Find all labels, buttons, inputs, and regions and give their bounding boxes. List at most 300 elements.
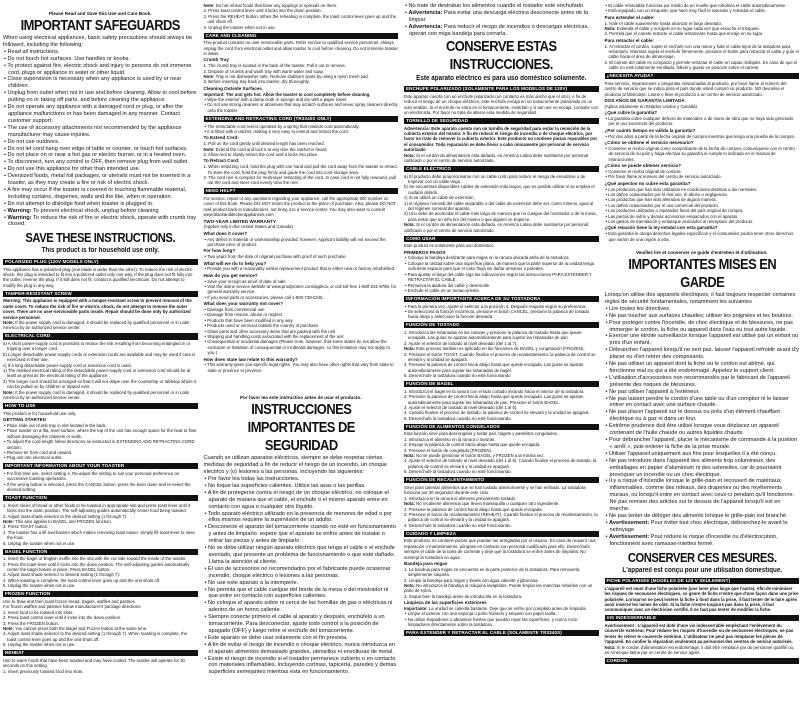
list-item: • If you need parts or accessories, please call 1-800-738-0245. [204,295,399,300]
numbered-item: 1. Insert food to be toasted into slots. [3,609,74,615]
section-heading-bar: ¿NECESITA AYUDA? [605,73,800,79]
section-heading-bar: COMO USAR [404,236,599,242]
list-item: • Do not use this appliance for other than intended use. [3,166,198,173]
list-item: • Se selecciona la función incorrecta, presione el botón CANCEL, presione la palanca de tostado hacia abajo y seleccione la función deseada. [404,309,599,320]
paragraph: When using electrical appliances, basic safety precautions should always be followed, including the following: [3,35,193,48]
numbered-item: 1. Introduzca el alimento en la ranura o ranuras. [404,436,496,442]
paragraph: (Aplica solamente en Estados Unidos y Canadá) [604,103,697,109]
text: If the power supply cord is damaged, it should be replaced by qualified personnel or in Latin America by an authorized service center. [3,389,190,401]
numbered-item: 5. Desenchufe la tostadora cuando no esté funcionando. [404,415,512,421]
subheading: ¿Qué cubre la garantía? [604,110,658,116]
paragraph [404,153,599,164]
text: You cannot press both the Bagel and Frozen button at the same time. [13,625,148,631]
section-title: CONSERVE ESTAS INSTRUCCIONES. [445,37,557,73]
subheading: For how long? [203,248,236,254]
numbered-item: 1. Insert the bagel or English muffin into the slot with the cut side toward the inside of the toaster. [3,556,187,562]
section-heading-bar: TOAST FUNCTION [3,495,198,501]
bold-paragraph: L'appareil est muni d'une fiche polarisée (une lame plus large que l'autre). Afin de minimiser les risques de secousses électriques, ce genre de fiche n'entre que d'une façon dans une prise polarisée. Lorsqu'on ne peut insérer la fiche à fond dans la prise, il faut tenter de le faire après avoir inversé les lames de côté. Si la fiche n'entre toujours pas dans la prise, il faut communiquer avec un électricien certifié. Il ne faut pas tenter de modifier la fiche. [604,585,799,613]
text: Si el cordón de alimentación esta dañado, en América Latina debe sustituirse por personal calificado o por el centro de servicio autorizado. [404,222,589,233]
bold-prefix: Avertissement: [609,533,650,540]
paragraph: This appliance has a polarized plug (one blade is wider than the other). To reduce the risk of electric shock, this plug is intended to fit into a polarized outlet only one way. If the plug does not fit fully into the outlet, reverse the plug. If it still does not fit, contact a qualified electrician. Do not attempt to modify the plug in any way. [3,266,193,288]
numbered-item: 1) el régimen nominal del cable separable o del cable de extensión debe ser, como mínimo, igual al del régimen nominal del aparato. [404,200,594,212]
numbered-item: 3. Press the FROZEN button. [3,620,60,626]
subheading: ¿Por cuánto tiempo es válida la garantía? [604,127,696,133]
numbered-item: 2. Adjust toast shade selector to the desired setting (1 through 7). [3,513,128,519]
bold-prefix: Nota: [404,152,415,158]
text: No se puede presionar el botón BAGEL y FROZEN a la misma vez. [414,453,545,459]
section-heading-bar: PARA EXTENDER Y RETRACTAR EL CABLE (SOLAMENTE TR3340S) [404,630,599,636]
list-item: • Il y a risque d'incendie lorsque le grille-pain et recouvert de matériaux inflammables, comme des rideaux, des draperies ou des revêtements muraux, ou lorsqu'il entre en contact avec ceux-ci pendant qu'il fonctionne. Ne pas remiser des articles sur le dessus de l'appareil lorsqu'il est en marche. [605,478,800,513]
list-item: • Any defect in material or workmanship provided; however, Applica's liability will not exceed the purchase price of product. [204,237,399,248]
numbered-item: 5. Unplug the toaster when not in use. [3,540,76,546]
column-3 [401,0,602,708]
list-item: • Los daños ocasionados por el uso comercial del producto. [605,203,800,208]
list-item: • Damage from misuse, abuse or neglect [204,312,399,317]
list-item [404,24,599,38]
paragraph: Para servicio, reparaciones o preguntas relacionadas al producto, por favor llame al número del centro de servicio que se indica para el país donde usted compró su producto. NO devuélva el producto al fabricante. Llame o lleve el producto a un centro de servicio autorizado. [604,80,787,97]
numbered-item: 4. Unplug the toaster when not in use. [203,24,276,30]
text: Extienda el cable y encájelo en su lugar cada vez que escuche el trinquete. [615,26,761,32]
numbered-item: 2. Allow reel to slowly retract the cord until it locks into place. [203,151,319,157]
bold-prefix: Note: [3,320,14,326]
section-heading-bar: ELECTRICAL CORD [3,333,198,339]
subheading: To Extend Cord: [203,135,239,141]
list-item: • Esta garantía le otorga derechos legales específicos y el consumidor podría tener otros derechos que varían de una región a otra. [605,231,800,242]
list-item: • Place slide out crumb tray in slot located in the back. [3,423,198,428]
text: No introduzca la bandeja la máquina lavaplatos. Puede limpiar las manchas rebeldes con un paño de nylon. [404,583,593,594]
numbered-item: 3. Ajuste el selector de tostado al nivel deseado (del 1 al 6). [404,405,518,411]
list-item: • Place toaster on a flat, level surface, where the top of the unit has enough space for the heat to flow without damaging the cabinets or walls. [3,428,198,439]
numbered-item: 3. Presione el botón de congelado (FROZEN). [404,447,493,453]
paragraph: For frozen waffles and pastries follow manufacturer's package directions. [3,604,142,610]
list-item: • Do not place on or near a hot gas or electric burner, or in a heated oven. [3,152,198,159]
paragraph: This product is for household use only. [3,410,77,416]
numbered-item: 5. Unplug the toaster when not in use. [3,583,76,589]
list-item: • No toque las superficies calientes. Utilice las asas o las perillas. [204,483,399,490]
list-item: • Los productos que han sido utilizados en condiciones distintas a las normales. [605,187,800,192]
list-item: • Damage from commercial use [204,307,399,312]
list-item: • Los gastos de tramitación y embarque asociados al reemplazo del producto. [605,219,800,224]
numbered-item: a) A short power-supply cord is provided to reduce the risk resulting from becoming entangled in or tripping over a longer cord. [3,341,191,352]
paragraph: Esta función sirve para descongelar y tostar pan, bagels y pastelitos congelados. [404,431,559,437]
section-heading-bar: FICHE POLARISÉE (MODÈLES DE 120 V SEULEMENT) [605,578,800,584]
numbered-item: c) Si se utiliza un cable de extensión, [404,195,475,201]
paragraph: (Applies only in the United States and Canada) [203,224,293,230]
section-heading-bar: NEED HELP? [204,188,399,194]
list-item: • Para la primera vez, ajuste el selector a la posición 4. Después reajuste según su preferencia. [404,304,599,309]
list-item: • Siempre conecte primero el cable al aparato y después, enchúfelo a un tomacorriente. Para desconectar, ajuste todo control a la posición de apagado (OFF) y luego retire el enchufe del tomacorriente. [204,614,399,635]
bold-prefix: Warning: [7,214,32,221]
bold-prefix: Note: [203,146,215,152]
list-item: • No use este aparato a la intemperie. [204,580,399,587]
numbered-item: 4. Ajuste el selector de tostado al nivel deseado (del 1 al 6). Cuando finalice el proceso de tostado, la palanca de control se elevará y la unidad se apagará. [404,458,597,469]
list-item: • Los productos que han sido alterados de alguna manera. [605,197,800,202]
list-item: • A fin de evitar el riesgo de incendio o choque eléctrico, nunca introduzca en el aparato alimentos demasiado grandes, utensilios ni envolturas de metal. [204,642,399,656]
paragraph [404,583,599,594]
numbered-item: 4. The toaster has a lift mechanism which makes removing toast easier. Simply lift toast lever to raise the food. [3,529,195,541]
intro-note: Veuillez lire et conserver ce guide d'entretien et d'utilisation. [635,249,768,255]
numbered-item: 1. Insert previously toasted food into slots. [3,668,84,674]
list-item: • For first time use, select setting 4. Re-adjust the setting to suit your personal preference on successive toasting operations. [3,471,198,482]
subheading: Para retractar el cable: [604,37,655,43]
section-title: CONSERVER CES MESURES. [627,549,777,565]
section-heading-bar: IMPORTANT INFORMATION ABOUT YOUR TOASTER [3,463,198,469]
bold-prefix: Nota: [404,583,415,588]
list-item: • Remove tie from cord and unwind. [3,450,198,455]
text: To reduce the risk of fire or electric shock, operate with crumb tray closed. [8,214,197,228]
list-item: • Desconecte el aparato del tomacorriente cuando no esté en funcionamiento y antes de limpiarlo. espere que el aparato se enfríe antes de instalar o retirar las piezas y antes de limpiarlo. [204,524,399,545]
bold-paragraph: Advertencia: Este aparato cuenta con un tornillo de seguridad para evitar la remoción de la cubierta exterior del mismo. A fin de reducir el riesgo de incendio o de choque eléctrico, por favor no trate de remover la cubierta exterior. Este producto no contiene piezas reparables por el consumidor. Toda reparación se debe llevar a cabo únicamente por personal de servicio autorizado [404,125,598,153]
bold-prefix: Importante: [404,606,428,612]
paragraph: This product contains no user serviceable parts. Refer service to qualified service personnel. Always unplug the cord from electrical outlet and allow toaster to cool before cleaning. Do not immerse toaster in water. [203,40,398,57]
numbered-item: b) Se encuentran disponibles cables de extensión más largos, que es posible utilizar si se emplea el cuidado debido. [404,184,595,195]
subheading: How does state law relate to this warranty? [203,356,298,362]
paragraph: For service, repair or any questions regarding your appliance, call the appropriate 800 number on cover of this book. Please DO NOT return the product to the place of purchase. Also, please DO NOT mail product back to manufacturer, nor bring it to a service center. You may also want to consult www.blackanddeckerappliances.com [203,195,397,218]
section-heading-bar: TAMPER-RESISTANT SCREW [3,291,198,297]
text: Pour réduire le risque d'incendie ou d'électrocution, fonctionnent avec ramasse-miettes fermé. [609,533,778,547]
numbered-item: 4. Adjust toast shade selector to the desired setting (1 through 7). When toasting is complete, the toast control lever goes up and the unit shuts off. [3,631,188,642]
list-item: • Conserve el recibo original de compra. [605,169,800,174]
paragraph: Cuando se utilizan aparatos eléctricos, siempre se debe respetar ciertas medidas de seguridad a fin de reducir el riesgo de un incendio, un choque eléctrico y (o) lesiones a las personas, incluyendo las siguientes: [203,455,387,476]
text: This also applies to BAGEL and FROZEN function. [13,519,112,525]
list-item: • El uso de accesorios no recomendados por el fabricante puede ocasionar incendio, choque eléctrico o lesiones a las personas. [204,566,399,580]
list-item: • Por dos años a partir de la fecha original de compra mientras que tenga una prueba de la compra. [605,134,800,139]
numbered-item: 2. Permita que el carrete retracte el cable lentamente hasta que encaje en su lugar. [604,31,764,37]
subheading: ¿Qué aspectos no cubre esta garantía? [604,180,691,186]
list-item: • Do not attempt to dislodge food when toaster is plugged in. [3,201,198,208]
bold-prefix: Nota: [404,453,415,459]
list-item: • Pour protéger contre l'incendie, de choc électrique et de blessures, ne pas immerger le cordon, la fiche ou appareil dans l'eau ou tout autre liquide. [605,320,800,334]
bold-prefix: Advertencia: [408,9,443,16]
section-heading-bar: POLARIZED PLUG (120V MODELS ONLY) [3,259,198,265]
numbered-item: 4. Presione la palanca de control hacia abajo hasta que quede encajada. Las guías se ajustan automáticamente para sujetar las rebanadas de bagel. [404,362,584,373]
text: Pour éviter tout choc électrique, débranchez-le avant le nettoyage [609,519,788,533]
list-item: • Las piezas de vidrio y demás accesorios empacados con el aparato. [605,214,800,219]
text: Extend the cord and lock it at any time the ratchet is heard. [214,146,328,152]
list-item: • Los productos utilizados o reparados fuera del país original de compra. [605,208,800,213]
list-item: • Do not use outdoors. [3,139,198,146]
list-item: • La garantía cubre cualquier defecto de materiales o de mano de obra que no haya sido generado por el uso incorrecto del producto. [605,116,800,127]
paragraph: Este product es solamente para uso doméstico. [404,243,495,249]
numbered-item: 3. Presione el botón de recalentamiento (REHEAT). Cuando finalice el proceso de recalentamiento, la palanca de control se elevará y la unidad se apagará. [404,511,598,523]
section-heading-bar: VIS INDESSERRABLE [605,615,800,621]
section-heading-bar: REHEAT [3,650,198,656]
list-item: • No se debe utilizar ningún aparato eléctrico que tenga el cable o el enchufe averiado, que presente un problema de funcionamiento o que esté dañado. Llama la atención al cliente. [204,545,399,566]
list-item: • Consequential or incidental damages (Please note, however, that some states do not allow the exclusion or limitation of consequential or incidental damages, so this limitation may not apply to you.) [204,339,399,355]
numbered-item: b) Longer detachable power-supply cords or extension cords are available and may be used if care is exercised in their use. [3,351,196,363]
subheading: Para extender el cable: [604,14,655,20]
list-item: • Está equipado con un trinquete, que hace muy fácil el extender y retractar el cable. [605,8,800,13]
subheading: What does your warranty not cover? [203,301,284,307]
numbered-item: 5. Desenchufe la tostadora cuando no esté funcionando [404,373,511,379]
text: Para evitar una descarga eléctrica desconecte antes de la limpiar [409,9,588,23]
text: Tray is not dishwasher safe. Remove stubborn spots by using a nylon mesh pad. [214,74,370,80]
bold-prefix: Nota: [604,644,616,650]
intro-note: Please Read and Save this Use and Care Book. [48,11,152,16]
subheading: Cleaning Outside Surfaces [203,85,262,91]
numbered-item: 2. El carrete del cable es compacto y permite retractar el cable en capas múltiples. En caso de que el cable no esté totalmente enrollado, hálelo y guíelo en posición sobre el carrete. [604,59,798,71]
list-item: • Do not operate any appliance with a damaged cord or plug, or after the appliance malfunctions or has been damaged in any manner. Contact customer support. [3,104,198,125]
numbered-item: 2. Press the toast lever until it locks into the down position. The self-adjusting guides automatically center the bagel halves in place. Press BAGEL button. [3,561,190,573]
bold-prefix: Advertencia: [408,23,443,30]
list-item [3,215,198,229]
list-item [605,520,800,534]
section-subtitle: This product is for household use only. [41,247,159,255]
numbered-item: 1. Insert slices of bread or other foods to be toasted in appropriate slot and press toast lever until it locks into the down position. The self-adjusting guides automatically center food being toasted. [3,502,191,514]
bold-prefix: Nota: [604,26,616,32]
list-item: • Limpie el exterior con una esponja o paño húmedo y séquelo con papel toalla. [404,611,599,616]
subheading: Limpieza de las superficies exteriores [404,600,487,606]
subheading: TWO-YEAR LIMITED WARRANTY [203,218,276,224]
section-heading-bar: CUIDADO Y LIMPIEZA [404,531,599,537]
list-item: • Coloque la bandeja deslizante para migas en la ranura ubicada atrás de la tostadora. [404,255,599,260]
numbered-item: 1. Hale el cable suavemente hasta alcanzar el largo deseado. [604,20,723,26]
bold-paragraph: Important: The unit gets hot. Allow the toaster to cool completely before cleaning. [203,91,371,97]
numbered-item: 1. Introduzca el bagel en la ranura con el lado cortado mirando hacia el interior de la tostadora. [404,388,585,394]
numbered-item: 1. Pull on the cord gently until desired length has been reached. [203,141,325,147]
list-item: • No permita que el cable cuelgue del borde de la mesa o del mostrador ni que entre en contacto con superficies calientes. [204,587,399,601]
numbered-item: 3. Adjust toast shade selector to desired setting (1 through 7). [3,572,121,578]
paragraph [404,346,599,351]
list-item: • Visit the online service website at www.prodprotect.com/applica, or call toll-free 1-800-231-9786, for general warranty service. [204,284,399,295]
list-item: • L'utilisation d'accessoires non recommandés par le fabricant de l'appareil présente des risques de blessures. [605,375,800,389]
section-subtitle: L'appareil est conçu pour une utilisation domestique. [621,566,782,574]
list-item: • Coloque la unidad sobre una superficie plana, de manera que la parte superior de la unidad tenga suficiente espacio para que el calor fluya sin dañar armarios o paredes. [404,261,599,272]
paragraph: Use to thaw and then toast frozen bread, bagels, waffles and pastries. [3,598,136,604]
numbered-item: 2. The cord reel is compact for multi-layer retracting of the cord. In case cord is not fully rewound, pull out the cord and steer cord evenly onto the reel. [203,174,396,186]
list-item: • A fire may occur if the toaster is covered or touching flammable material, including curtains, draperies, walls and the like, when in operation. [3,187,198,201]
list-item: • No coloque el aparato sobre ni cerca de las hornillas de gas o eléctricas ni adentro de un horno caliente. [204,600,399,614]
list-item: • El cable retractable funciona por medio de un muelle que rebobina el cable automáticamente. [605,3,800,8]
list-item: • Exercer une étroite surveillance lorsque l'appareil est utilisé par un enfant ou près d'un enfant. [605,333,800,347]
subheading: What will we do to help you? [203,260,267,266]
list-item: • Save your receipt as proof of date of sale. [204,279,399,284]
list-item: • Ne pas placer l'appareil sur le dessus ou près d'un élément chauffant électrique ou à gaz ni dans un four. [605,409,800,423]
text: If the power supply cord is damaged, it should be replaced by qualified personnel or in Latin America by an authorized service center. [3,320,190,331]
paragraph: Este producto no contiene piezas que puedan ser arregladas por el usuario. En caso de requerir una reparación o mantenimiento, póngase en contacto con personal cualificado para ello. Desenchufe siempre el cable de la toma de corriente y deje que la tostadora se enfríe antes de limpiarla. No sumerja la tostadora en agua. [404,538,596,560]
list-item: • Ne pas utiliser un appareil dont la fiche ou le cordon est abîmé, qui fonctionne mal ou qui a été endommagé. Appelez le support client. [605,361,800,375]
section-heading-bar: FUNCIÓN DE TOSTADO [404,322,599,328]
list-item: • No utilice limpiadores o abrasivos fuertes que puedan rayar las superficies, y nunca rocíe limpiadores directamente sobre la tostadora. [404,617,599,628]
numbered-item: 4. Desenchufe la tostadora cuando no esté funcionando. [404,522,512,528]
numbered-item: 4. When toasting is complete, the toast control lever goes up and the unit shuts off. [3,577,161,583]
list-item: • Close supervision is necessary when any appliance is used by or near children. [3,76,198,90]
text: To prevent electrical shock, unplug before cleaning [31,207,159,214]
numbered-item: 3. Presione el botón TOAST. Cuando finalice el proceso de recalentamiento, la palanca de control se elevará y la unidad se apagará. [404,351,596,362]
section-heading-bar: INFORMACIÓN IMPORTANTE ACERCA DE SU TOSTADORA [404,296,599,302]
text: Si le cordon d'alimentation est endommagé, il doit être remplacé par du personnel qualifié ou, en Amérique latine par un centre de service agréé. [604,644,795,655]
list-item [3,208,198,215]
list-item: • Provide you with a reasonably similar replacement product that is either new or factory refurbished. [204,266,399,271]
text: Este proceso también es aplicado en las funciones de BAGEL y congelación (FROZEN). [414,346,585,352]
list-item: • Read all instructions. [3,49,198,56]
intro-note: Por favor lea este instructivo antes de usar el producto. [239,395,362,401]
numbered-item: 2. Empuje la palanca de control hacia abajo hasta que quede encajada. [404,442,541,448]
list-item: • Do not use strong cleaners or abrasives that may scratch surfaces and never spray cleaners directly onto the toaster. [204,102,399,113]
list-item: • Extrême prudence doit être utilisé lorsque vous déplacez un appareil contenant de l'huile chaude ou autres liquides chauds. [605,423,800,437]
numbered-item: 1. When retracting cord, hold the plug with one hand and pull the cord away from the toaster to retract. To store the cord, hold the plug firmly and guide the cord into cord storage area. [203,164,398,175]
numbered-item: 2. Dispose of crumbs and wash tray with warm water and soap. [203,68,325,74]
paragraph [3,390,198,401]
numbered-item: 5. Desenchufe la tostadora cuando no esté funcionando. [404,469,512,475]
list-item: • Los daños ocasionados por el mal uso, el abuso o negligencia. [605,192,800,197]
bold-prefix: Note: [3,389,14,395]
list-item: • Products used or serviced outside the country of purchase [204,323,399,328]
list-item: • A fin de protegerse contra el riesgo de un choque eléctrico, no coloque el aparato de manera que el cable, el enchufe o el mismo aparato entre en contacto con agua o cualquier otro líquido. [204,490,399,511]
paragraph [404,222,599,233]
bold-prefix: Nota: [404,346,415,352]
list-item: • Ne pas toucher aux surfaces chaudes; utiliser les poignées et les boutons. [605,313,800,320]
section-heading-bar: TORNILLO DE SEGURIDAD [404,118,599,124]
list-item: • Shipping and handling costs associated with the replacement of the unit [204,334,399,339]
list-item: • To protect against fire, electric shock and injury to persons do not immerse cord, plugs or appliance in water or other liquid. [3,63,198,77]
bold-prefix: Nota: [404,501,415,507]
list-item: • Do not let cord hang over edge of table or counter, or touch hot surfaces. [3,146,198,153]
list-item [605,534,800,548]
paragraph [3,320,198,331]
numbered-item: 2. Presione la palanca de control hacia abajo hasta que quede encajada. Las guías se ajustan automáticamente para sujetar las rebanadas de pan. Presione el botón BAGEL. [404,394,584,405]
paragraph [605,645,800,656]
numbered-item: 2) The longer cord should be arranged so that it will not drape over the countertop or tabletop where it can be pulled on by children or tripped over. [3,378,197,390]
list-item: • Wipe the exterior with a damp cloth or sponge and dry with a paper towel. [204,97,399,102]
text: Si el cordón de alimentación esta dañado, en América Latina debe sustituirse por personal calificado o por el centro de servicio autorizado. [404,152,589,163]
numbered-item: 2. Ajuste el selector de tostado al nivel deseado (del 1 al 7). [404,340,518,346]
section-heading-bar: FUNCIÓN DE RECALENTAMIENTO [404,477,599,483]
list-item: • This warranty gives you specific legal rights. You may also have other rights that vary from state to state or province to province. [204,362,399,373]
list-item: • Por favor llame al número del centro de servicio autorizado. [605,174,800,179]
subheading: What does it cover? [203,230,248,236]
list-item: • Débrancher l'appareil lorsqu'il ne sert pas. laisser l'appareil refroidir avant d'y placer ou d'en retirer des composants. [605,347,800,361]
numbered-item: 2) Uno debe de acomodar el cable más largo de manera que no cuelgue del mostrador o de la mesa, para evitar que un niño tire del mismo o que alguien se tropiece. [404,211,597,222]
section-title: INSTRUCCIONES IMPORTANTES DE SEGURIDAD [247,401,355,455]
subheading: DOS AÑOS DE GARANTÍA LIMITADA [604,98,685,104]
subheading: ¿Cómo se puede obtener servicio? [604,163,682,169]
column-1 [0,0,201,708]
section-heading-bar: CORDON [605,658,800,664]
list-item: • The use of accessory attachments not recommended by the appliance manufacturer may cause injuries. [3,125,198,139]
list-item: • Lire toutes les directives. [605,306,800,313]
paragraph: Lorsqu'on utilise des appareils électriques, il faut toujours respecter certaines règles de sécurité fondamentales, notamment les suivantes [604,291,796,305]
numbered-item: 1. Introduzca las rebanadas en las ranuras y presione la palanca de tostado hasta que quede encajada. Las guías se ajustan automáticamente para sujetar las rebanadas de pan. [404,329,582,341]
list-item: • Este aparato se debe usar solamente con el fin prevista. [204,635,399,642]
column-4 [602,0,802,708]
text: Para reducir el riesgo de incendios o descargas eléctricas, operan con miga bandeja para cerrarla. [409,23,589,37]
section-heading-bar: FROZEN FUNCTION [3,591,198,597]
subheading: How do you get service? [203,272,258,278]
numbered-item: a) El producto debe proporcionarse con un cable corto para reducir el riesgo de enredarse o de tropezar con un cable largo. [404,173,586,185]
list-item: • Utiliser l'appareil uniquement aux fins pour lesquelles il a été conçu. [605,451,800,458]
bold-paragraph: Avertissement : L'appareil est doté d'une vis indesserrable empêchant l'enlèvement du couvercle extérieur. Pour réduire les risques d'incendie ou de secousses électriques, ne pas tenter de retirer le couvercle extérieur. L'utilisateur ne peut pas remplacer les pièces de l'appareil. En confier la réparation seulement au personnel des centres de service autorisés. [604,622,794,645]
numbered-item: 1. La bandeja para migas se encuentra en la parte posterior de la tostadora. Para removerla simplemente sáquela. [404,566,580,578]
text: No recaliente alimentos que lleven mantequilla o cualquier otro ingrediente. [414,501,560,507]
list-item: • Para ajustar el largo del cable siga las indicaciones según las instrucciones PARA EXTENDER Y RETRACTAR EL CABLE. [404,272,599,283]
section-subtitle: Este aparato eléctrico es para uso doméstico solamente. [416,74,587,82]
bold-prefix: Note: [3,625,14,631]
paragraph: Este aparato cuenta con un enchufe polarizado (un contacto es más ancho que el otro). A fin de reducir el riesgo de un choque eléctrico, este enchufe encaja en un tomacorriente polarizado en un solo sentido. Si el enchufe no entra en el tomacorriente, inviértalo y si aun así no encaja, consulte con un electricista. Por favor no trate de alterar esta medida de seguridad. [404,93,598,115]
bold-prefix: Nota: [404,222,415,228]
section-heading-bar: ENCHUFE POLARIZADO (SOLAMENTE PARA LOS MODELOS DE 120V) [404,86,599,92]
list-item: • Ne pas utiliser l'appareil à l'extérieur. [605,389,800,396]
text: La unidad se calienta bastante. Deje que se enfríe por completo antes de limpiarla. [427,606,587,612]
list-item [404,10,599,24]
section-heading-bar: FUNCIÓN DE BAGEL [404,381,599,387]
list-item: • Conserve el recibo original como comprobante de la fecha de compra, comuníquese con el centro de servicio de su país y haga efectiva su garantía si cumple lo indicado en el manual de instrucciones. [605,146,800,162]
list-item: • No trate de destrabar los alimentos cuando el tostador esté enchufado [404,3,599,10]
list-item: • Do not touch hot surfaces. Use handles or knobs. [3,56,198,63]
numbered-item: 1. Introduzca en la ranura el alimento previamente tostado. [404,495,517,501]
numbered-item: 1) The marked electrical rating of the detachable power-supply cord or extension cord should be at least as great as the electrical rating of the appliance, [3,368,191,379]
bold-prefix: Note: [203,74,215,80]
section-heading-bar: HOW TO USE [3,403,198,409]
bold-prefix: Note: [3,519,14,525]
subheading: Crumb Tray [203,57,230,63]
list-item: • The retractable cord reel is operated by a spring that rewinds cord automatically. [204,124,399,129]
bold-paragraph: Warning: This appliance is equipped with a tamper-resistant screw to prevent removal of the outer cover. To reduce the risk of fire or electric shock, do not attempt to remove the outer cover. There are no user-serviceable parts inside. Repair should be done only by authorized service personnel. [3,298,192,320]
numbered-item: 3. Seque bien la bandeja antes de introducirla en la tostadora. [404,593,523,599]
list-item: • Todo aparato eléctrico utilizado en la presencia de menores de edad o por ellos mismos requiere la supervisión de un adulto. [204,511,399,525]
list-item: • Products that have been modified in any way [204,318,399,323]
section-heading-bar: BAGEL FUNCTION [3,549,198,555]
list-item: • Ne pas introduire dans l'appareil des aliments trop volumineux, des emballages en papier d'aluminium ni des ustensiles, car ils pourraient provoquer un incendie ou un choc électrique. [605,458,800,479]
list-item: • Por favor lea todas las instrucciones. [204,476,399,483]
list-item: • Glass parts and other accessory items that are packed with the unit [204,329,399,334]
list-item: • Plug unit into electrical outlet. [3,455,198,460]
bold-prefix: Avertissement: [609,519,650,526]
list-item: • Ne pas tenter de déloger des aliments lorsque le grille-pain est branché. [605,513,800,520]
subheading: To Retract Cord: [203,158,240,164]
bold-prefix: Warning: [7,207,32,214]
list-item: • Two years from the date of original purchase with proof of such purchase. [204,254,399,259]
text: Do not reheat foods that have any toppings or spreads on them. [214,3,338,8]
numbered-item: 3. Before inserting tray back into toaster, dry thoroughly. [203,79,310,85]
section-heading-bar: EXTENDING AND RETRACTING CORD (TR3340S ONLY) [204,116,399,122]
numbered-item: 2. Presione la palanca de control hacia abajo hasta que quede encajada. [404,506,543,512]
list-item: • Oversized foods, metal foil packages, or utensils must not be inserted in a toaster, as they may create a fire or risk of electric shock. [3,173,198,187]
subheading: PRIMEROS PASOS [404,249,446,255]
section-title: IMPORTANT SAFEGUARDS [20,17,180,34]
section-heading-bar: CARE AND CLEANING [204,33,399,39]
subheading: ¿Qué relación tiene la ley estatal con esta garantía? [604,225,718,231]
numbered-item: 3. Press the REHEAT button. When the reheating is complete, the toast control lever goes up and the unit shuts off. [203,13,397,25]
numbered-item: 2. Limpie la bandeja para migas y lávela con agua caliente y jabonosa. [404,577,539,583]
list-item: • Remueva la atadura del cable y desenrolle [404,283,599,288]
numbered-item: 5. Unplug the toaster when not in use. [3,642,76,648]
list-item: • It is fitted with a ratchet, making it very easy to extend and retract the cord. [204,129,399,134]
list-item: • Unplug from outlet when not in use and before cleaning. Allow to cool before putting on or taking off parts, and before cleaning the appliance. [3,90,198,104]
column-2 [201,0,402,708]
subheading: GETTING STARTED [3,417,47,423]
list-item: • Existe el riesgo de incendio si el tostador permanece cubierto o en contacto con materiales inflamables, incluyendo cortinas, tapicería, paredes y demas superficies semejantes mientras esta en funcionamiento. [204,656,399,677]
numbered-item: 1. The crumb tray is located in the back of the toaster. Pull it out to remove. [203,63,347,69]
subheading: Bandeja para migas [404,560,448,566]
list-item: • Ne pas laisser pendre le cordon d'une table ou d'un comptoir ni le laisser entrer en contact avec une surface chaude. [605,396,800,410]
paragraph: Sirve para calentar alimentos que se han tostado anteriormente y se han enfriado. La tostadora funciona por 30 segundos durante este ciclo. [404,484,586,496]
list-item: • Pour débrancher l'appareil, placer le mécanisme de commande à la position « arrêt », puis enlever la fiche de la prise murale. [605,437,800,451]
section-title: SAVE THESE INSTRUCTIONS. [25,230,176,246]
numbered-item: c) If a long detachable power-supply cord or extension cord is used, [3,362,132,368]
spacer [204,373,399,387]
numbered-item: 2. Press toast control lever until it locks into the down position. [203,8,322,14]
numbered-item: 1. Al retractar el cordón, sujete el enchufe con una mano y hale el cable lejos de la tostadora para retractarlo. Mientras sujeta el enchufe firmemente, presione el botón para retractar el cable y guíe el cable hacia el área de almacenaje. [604,43,799,60]
subheading: ¿Cómo se obtiene el servicio necesario? [604,140,694,146]
section-heading-bar: FUNCIÓN DE ALIMENTOS CONGELADOS [404,424,599,430]
numbered-item: 3. Press TOAST button. [3,524,49,530]
section-heading-bar: CABLE ELÉCTRICO [404,166,599,172]
list-item: • To disconnect, turn any control to OFF, then remove plug from wall outlet. [3,159,198,166]
paragraph: Use to warm foods that have been toasted and may have cooled. The toaster will operate for 30 seconds on this setting. [3,657,185,669]
section-title: IMPORTANTES MISES EN GARDE [627,255,776,291]
list-item: • If the wrong button is selected, press the CANCEL button, press the lever down and re-select the desired setting. [3,482,198,493]
